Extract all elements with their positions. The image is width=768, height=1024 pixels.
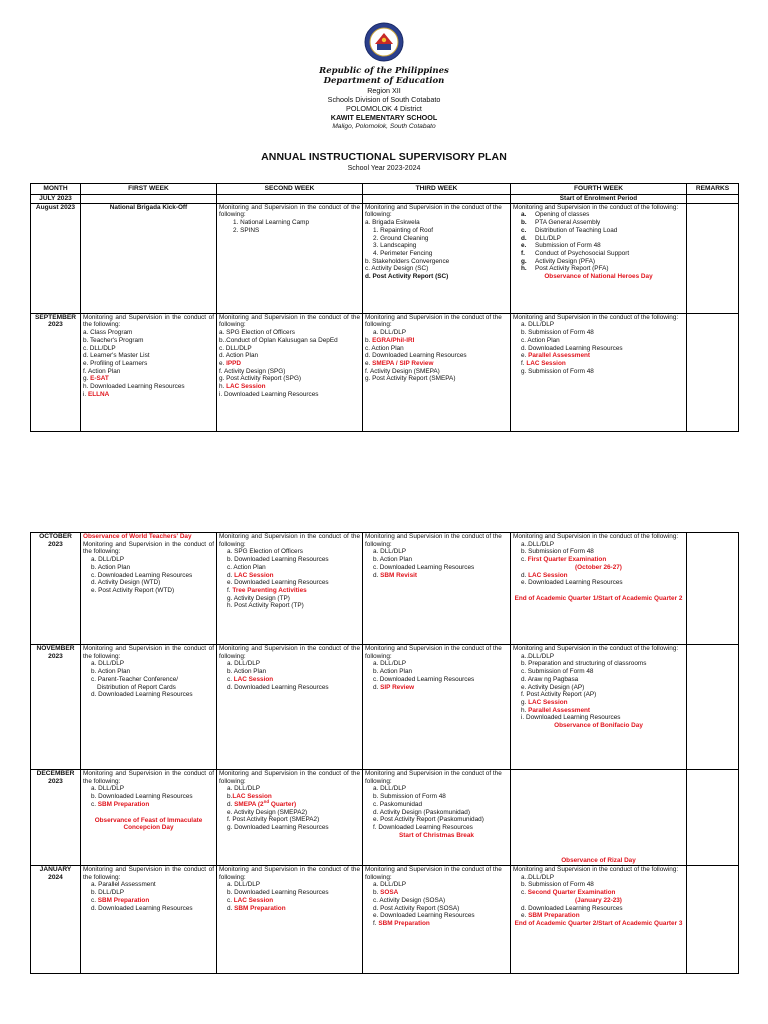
plan-table-part-2 (30, 532, 739, 974)
august-second-week: Monitoring and Supervision in the conduct of the following: 1. National Learning Camp 2. SPINS (217, 203, 363, 313)
table-header-row (31, 184, 739, 195)
col-header-month: MONTH (31, 184, 81, 195)
month-cell: JANUARY 2024 (31, 866, 81, 974)
school-address: Maligo, Polomolok, South Cotabato (332, 123, 436, 130)
remarks-cell (687, 203, 739, 313)
table-row-october (31, 533, 739, 645)
remarks-cell (687, 866, 739, 974)
col-header-remarks: REMARKS (687, 184, 739, 195)
january-first-week: Monitoring and Supervision in the conduct of the following: a. Parallel Assessment b. DLL/DLP c. SBM Preparation d. Downloaded Learning Resources (81, 866, 217, 974)
september-first-week: Monitoring and Supervision in the conduct of the following: a. Class Program b. Teacher's Program c. DLL/DLP d. Learner's Master List e. Profiling of Learners f. Action Plan g. E-SAT h. Downloaded Learning Resources i. ELLNA (81, 313, 217, 431)
remarks-cell (687, 645, 739, 770)
department-line: Department of Education (323, 76, 445, 86)
col-header-first-week: FIRST WEEK (81, 184, 217, 195)
month-cell: August 2023 (31, 203, 81, 313)
august-fourth-week: Monitoring and Supervision in the conduct of the following: a. Opening of classes b. PTA General Assembly c. Distribution of Teaching Load d. DLL/DLP e. Submission of Form 48 f. Conduct of Psychosocial Support g. Activity Design (PFA) h. Post Activity Report (PFA) Observance of National Heroes Day (511, 203, 687, 313)
remarks-cell (687, 533, 739, 645)
table-row-january (31, 866, 739, 974)
region-line: Region XII (367, 86, 401, 95)
school-year: School Year 2023-2024 (347, 165, 421, 172)
december-third-week: Monitoring and Supervision in the conduct of the following: a. DLL/DLP b. Submission of Form 48 c. Paskomunidad d. Activity Design (Paskomunidad) e. Post Activity Report (Paskomunidad) f. Downloaded Learning Resources Start of Christmas Break (363, 770, 511, 866)
january-third-week: Monitoring and Supervision in the conduct of the following: a. DLL/DLP b. SOSA c. Activity Design (SOSA) d. Post Activity Report (SOSA) e. Downloaded Learning Resources f. SBM Preparation (363, 866, 511, 974)
july-fourth-week: Start of Enrolment Period (511, 194, 687, 203)
january-second-week: Monitoring and Supervision in the conduct of the following: a. DLL/DLP b. Downloaded Learning Resources c. LAC Session d. SBM Preparation (217, 866, 363, 974)
december-second-week: Monitoring and Supervision in the conduct of the following: a. DLL/DLP b.LAC Session d. SMEPA (2nd Quarter) e. Activity Design (SMEPA2) f. Post Activity Report (SMEPA2) g. Downloaded Learning Resources (217, 770, 363, 866)
december-first-week: Monitoring and Supervision in the conduct of the following: a. DLL/DLP b. Downloaded Learning Resources c. SBM Preparation Observance of Feast of Immaculate Concepcion Day (81, 770, 217, 866)
october-third-week: Monitoring and Supervision in the conduct of the following: a. DLL/DLP b. Action Plan c. Downloaded Learning Resources d. SBM Revisit (363, 533, 511, 645)
october-fourth-week: Monitoring and Supervision in the conduct of the following: a..DLL/DLP b. Submission of Form 48 c. First Quarter Examination (October 26-27) d. LAC Session e. Downloaded Learning Resources End of Academic Quarter 1/Start of Academic Quarter 2 (511, 533, 687, 645)
remarks-cell (687, 313, 739, 431)
deped-seal-icon (364, 22, 404, 62)
november-fourth-week: Monitoring and Supervision in the conduct of the following: a..DLL/DLP b. Preparation and structuring of classrooms c. Submission of Form 48 d. Araw ng Pagbasa e. Activity Design (AP) f. Post Activity Report (AP) g. LAC Session h. Parallel Assessment i. Downloaded Learning Resources Observance of Bonifacio Day (511, 645, 687, 770)
month-cell: DECEMBER 2023 (31, 770, 81, 866)
school-name: KAWIT ELEMENTARY SCHOOL (330, 113, 438, 122)
november-first-week: Monitoring and Supervision in the conduct of the following: a. DLL/DLP b. Action Plan c. Parent-Teacher Conference/ Distribution of Report Cards d. Downloaded Learning Resources (81, 645, 217, 770)
september-fourth-week: Monitoring and Supervision in the conduct of the following: a. DLL/DLP b. Submission of Form 48 c. Action Plan d. Downloaded Learning Resources e. Parallel Assessment f. LAC Session g. Submission of Form 48 (511, 313, 687, 431)
august-third-week: Monitoring and Supervision in the conduct of the following: a. Brigada Eskwela 1. Repainting of Roof 2. Ground Cleaning 3. Landscaping 4. Perimeter Fencing b. Stakeholders Convergence c. Activity Design (SC) d. Post Activity Report (SC) (363, 203, 511, 313)
december-fourth-week: Observance of Rizal Day (511, 770, 687, 866)
november-third-week: Monitoring and Supervision in the conduct of the following: a. DLL/DLP b. Action Plan c. Downloaded Learning Resources d. SIP Review (363, 645, 511, 770)
month-cell: SEPTEMBER 2023 (31, 313, 81, 431)
table-row-december (31, 770, 739, 866)
october-first-week: Observance of World Teachers' Day Monitoring and Supervision in the conduct of the following: a. DLL/DLP b. Action Plan c. Downloaded Learning Resources d. Activity Design (WTD) e. Post Activity Report (WTD) (81, 533, 217, 645)
plan-table-part-1 (30, 183, 739, 432)
letterhead (0, 66, 768, 131)
col-header-third-week: THIRD WEEK (363, 184, 511, 195)
district-line: POLOMOLOK 4 District (346, 104, 422, 113)
table-row-september (31, 313, 739, 431)
month-cell: OCTOBER 2023 (31, 533, 81, 645)
month-cell: NOVEMBER 2023 (31, 645, 81, 770)
august-first-week: National Brigada Kick-Off (81, 203, 217, 313)
month-cell: JULY 2023 (31, 194, 81, 203)
table-row-july (31, 194, 739, 203)
october-second-week: Monitoring and Supervision in the conduct of the following: a. SPG Election of Officers b. Downloaded Learning Resources c. Action Plan d. LAC Session e. Downloaded Learning Resources f. Tree Parenting Activities g. Activity Design (TP) h. Post Activity Report (TP) (217, 533, 363, 645)
document-title: ANNUAL INSTRUCTIONAL SUPERVISORY PLAN (261, 151, 507, 163)
table-row-november (31, 645, 739, 770)
remarks-cell (687, 770, 739, 866)
september-third-week: Monitoring and Supervision in the conduct of the following: a. DLL/DLP b. EGRA/Phil-IRI c. Action Plan d. Downloaded Learning Resources e. SMEPA / SIP Review f. Activity Design (SMEPA) g. Post Activity Report (SMEPA) (363, 313, 511, 431)
republic-line: Republic of the Philippines (319, 66, 449, 76)
november-second-week: Monitoring and Supervision in the conduct of the following: a. DLL/DLP b. Action Plan c. LAC Session d. Downloaded Learning Resources (217, 645, 363, 770)
table-row-august (31, 203, 739, 313)
january-fourth-week: Monitoring and Supervision in the conduct of the following: a..DLL/DLP b. Submission of Form 48 c. Second Quarter Examination (January 22-23) d. Downloaded Learning Resources e. SBM Preparation End of Academic Quarter 2/Start of Academic Quarter 3 (511, 866, 687, 974)
september-second-week: Monitoring and Supervision in the conduct of the following: a. SPG Election of Officers b..Conduct of Oplan Kalusugan sa DepEd c. DLL/DLP d. Action Plan e. IPPD f. Activity Design (SPG) g. Post Activity Report (SPG) h. LAC Session i. Downloaded Learning Resources (217, 313, 363, 431)
division-line: Schools Division of South Cotabato (327, 95, 441, 104)
col-header-fourth-week: FOURTH WEEK (511, 184, 687, 195)
col-header-second-week: SECOND WEEK (217, 184, 363, 195)
